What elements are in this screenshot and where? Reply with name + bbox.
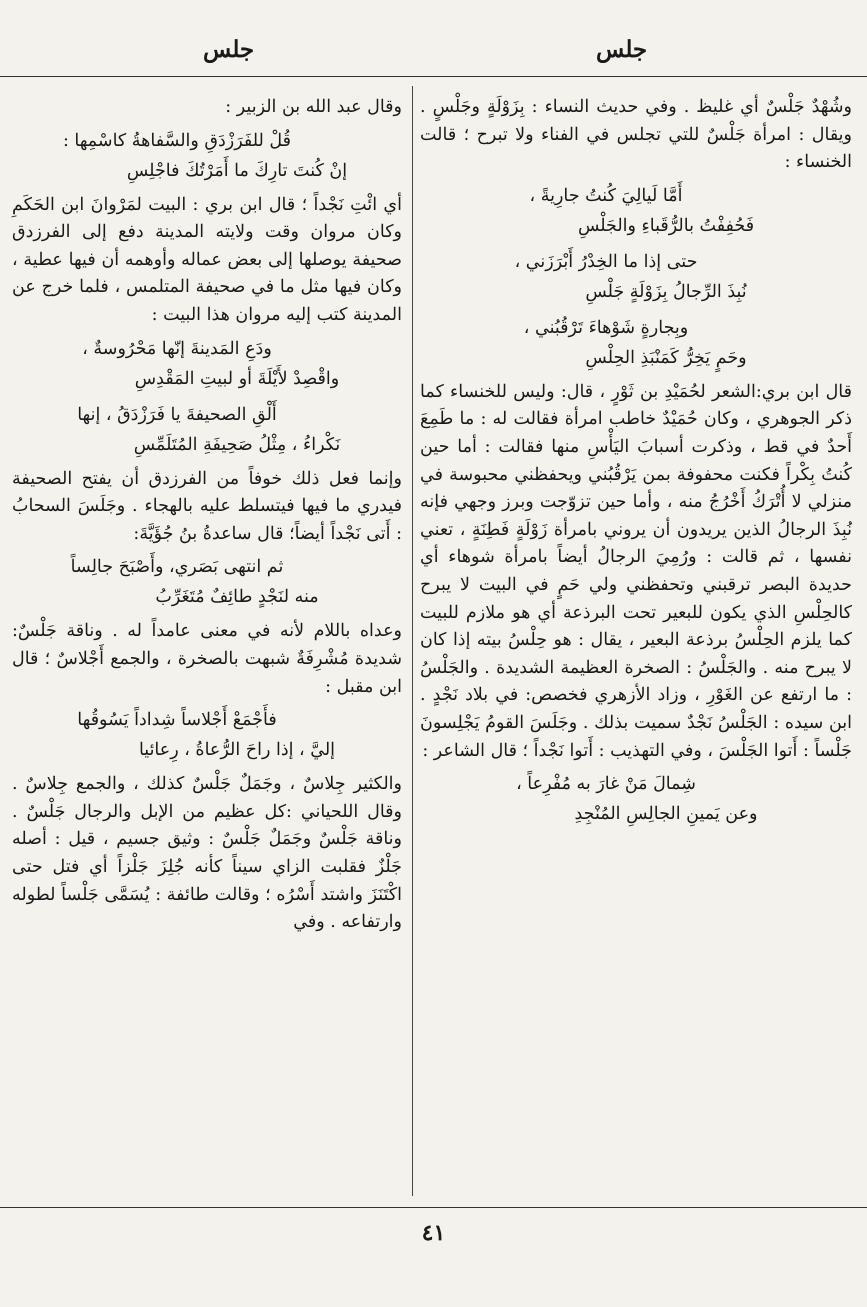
running-header-left: جلس	[203, 36, 255, 63]
verse-hemistich: حتى إذا ما الخِدْرُ أَبْرَزَني ،	[514, 251, 698, 272]
verse-hemistich: فأَجْمَعْ أَجْلاساً شِداداً يَسُوقُها	[77, 710, 277, 731]
verse-hemistich: واقْصِدْ لأَيْلَةَ أو لبيتِ المَقْدِسِ	[134, 368, 340, 389]
footer-rule	[0, 1207, 867, 1208]
verse	[420, 313, 852, 373]
paragraph: وشُهْدٌ جَلْسٌ أي غليظ . وفي حديث النساء : بِزَوْلَةٍ وجَلْسٍ . ويقال : امرأة جَلْسٌ للتي تجلس في الفناء ولا تبرح ؛ قالت الخنساء :	[420, 97, 852, 173]
verse	[420, 181, 852, 241]
page-number: ٤١	[421, 1220, 446, 1246]
verse-hemistich: فَحُفِفْتُ بالرُّقَباءِ والجَلْسِ	[577, 215, 755, 236]
paragraph: أي ائْتِ نَجْداً ؛ قال ابن بري : البيت لمَرْوانَ ابن الحَكَمِ وكان مروان وقت ولايته المدينة دفع إلى الفرزدق صحيفة يوصلها إلى بعض عماله وأوهمه أن فيها عطية ، وكان فيها مثل ما في صحيفة المتلمس ، فلما خرج عن المدينة كتب إليه مروان هذا البيت :	[12, 194, 402, 325]
verse-hemistich: إنْ كُنتَ تارِكَ ما أَمَرْتُكَ فاجْلِسِ	[126, 160, 348, 181]
paragraph: قال ابن بري:الشعر لحُمَيْدِ بن ثَوْرٍ ، قال: وليس للخنساء كما ذكر الجوهري ، وكان حُمَيْدٌ خاطب امرأة فقالت له : ما طَمِعَ أَحدٌ في قط ، وذكرت أسبابَ اليَأْسِ منها فقالت : أما حين كُنتُ بِكْراً فكنت محفوفة بمن يَرْقُبُني ويحفظني محبوسة في منزلي لا أُتْرَكُ أَخْرُجُ منه ، وأما حين تزوّجت وبرز وجهي فإنه نُبِذَ الرجالُ الذين يريدون أن يروني بامرأة زَوْلَةٍ فَطِنَةٍ ، تعني نفسها ، ثم قالت : ورُمِيَ الرجالُ أيضاً بامرأة شوهاء أي حديدة البصر ترقبني وتحفظني ولي حَمٍ في البيت لا يبرح كالحِلْسِ الذي يكون للبعير تحت البرذعة أي هو ملازم للبيت كما يلزم الحِلْسُ برذعة البعير ، يقال : هو حِلْسُ بيته إذا كان لا يبرح منه . والجَلْسُ : الصخرة العظيمة الشديدة . والجَلْسُ : ما ارتفع عن الغَوْرِ ، وزاد الأزهري فخصص: في بلاد نَجْدٍ . ابن سيده : الجَلْسُ نَجْدٌ سميت بذلك . وجَلَسَ القومُ يَجْلِسونَ جَلْساً : أَتوا الجَلْسَ ، وفي التهذيب : أَتوا نَجْداً ؛ قال الشاعر :	[420, 381, 852, 761]
paragraph: والكثير جِلاسٌ ، وجَمَلٌ جَلْسٌ كذلك ، والجمع جِلاسٌ . وقال اللحياني :كل عظيم من الإبل والرجال جَلْسٌ . وناقة جَلْسٌ وجَمَلٌ جَلْسٌ : وثيق جسيم ، قيل : أصله جَلْزٌ فقلبت الزاي سيناً كأنه جُلِزَ جَلْزاً أي فتل حتى اكْتَنَزَ واشتد أَسْرُه ؛ وقالت طائفة : يُسَمَّى جَلْساً لطوله وارتفاعه . وفي	[12, 774, 402, 933]
left-column	[12, 94, 402, 941]
verse	[12, 705, 402, 765]
paragraph: وإنما فعل ذلك خوفاً من الفرزدق أن يفتح الصحيفة فيدري ما فيها فيتسلط عليه بالهجاء . وجَلَسَ السحابُ : أَتى نَجْداً أيضاً؛ قال ساعدةُ بنُ جُؤَيَّةَ:	[12, 468, 402, 544]
verse	[12, 334, 402, 394]
paragraph: وقال عبد الله بن الزبير :	[225, 97, 402, 117]
verse-hemistich: ثم انتهى بَصَري، وأَصْبَحَ جالِساً	[70, 557, 284, 578]
verse-hemistich: أَلْقِ الصحيفةَ يا فَرَزْدَقُ ، إنها	[77, 404, 277, 425]
verse-hemistich: منه لنَجْدٍ طائِفٌ مُتَغَرِّبُ	[155, 587, 319, 608]
verse-hemistich: ودَعِ المَدينةَ إنّها مَحْرُوسةٌ ،	[82, 338, 272, 359]
verse-hemistich: شِمالَ مَنْ غارَ به مُفْرِعاً ،	[516, 774, 696, 795]
verse-hemistich: نُبِذَ الرِّجالُ بِزَوْلَةٍ جَلْسِ	[585, 281, 747, 302]
verse-hemistich: قُلْ للفَرَزْدَقِ والسَّفاهةُ كاسْمِها :	[62, 130, 292, 151]
paragraph: وعداه باللام لأنه في معنى عامداً له . وناقة جَلْسٌ: شديدة مُشْرِفَةٌ شبهت بالصخرة ، والجمع أَجْلاسٌ ؛ قال ابن مقبل :	[12, 621, 402, 697]
verse	[420, 247, 852, 307]
verse-hemistich: إليَّ ، إذا راحَ الرُّعاةُ ، رِعائيا	[138, 740, 336, 761]
header-rule	[0, 76, 867, 77]
verse-hemistich: أَمَّا لَيالِيَ كُنتُ جارِيةً ،	[529, 185, 683, 206]
verse	[12, 126, 402, 186]
verse-hemistich: نَكْراءُ ، مِثْلُ صَحِيفَةِ المُتَلَمِّسِ	[133, 434, 341, 455]
verse-hemistich: وبِجارةٍ شَوْهاءَ تَرْقُبُني ،	[523, 317, 689, 338]
running-header-right: جلس	[596, 36, 648, 63]
verse	[12, 552, 402, 612]
verse	[12, 400, 402, 460]
right-column	[420, 94, 852, 835]
verse	[420, 769, 852, 829]
verse-hemistich: وحَمٍ يَخِرُّ كَمَنْبَذِ الحِلْسِ	[585, 347, 747, 368]
column-divider	[412, 86, 413, 1196]
verse-hemistich: وعن يَمينِ الجالِسِ المُنْجِدِ	[574, 804, 758, 825]
